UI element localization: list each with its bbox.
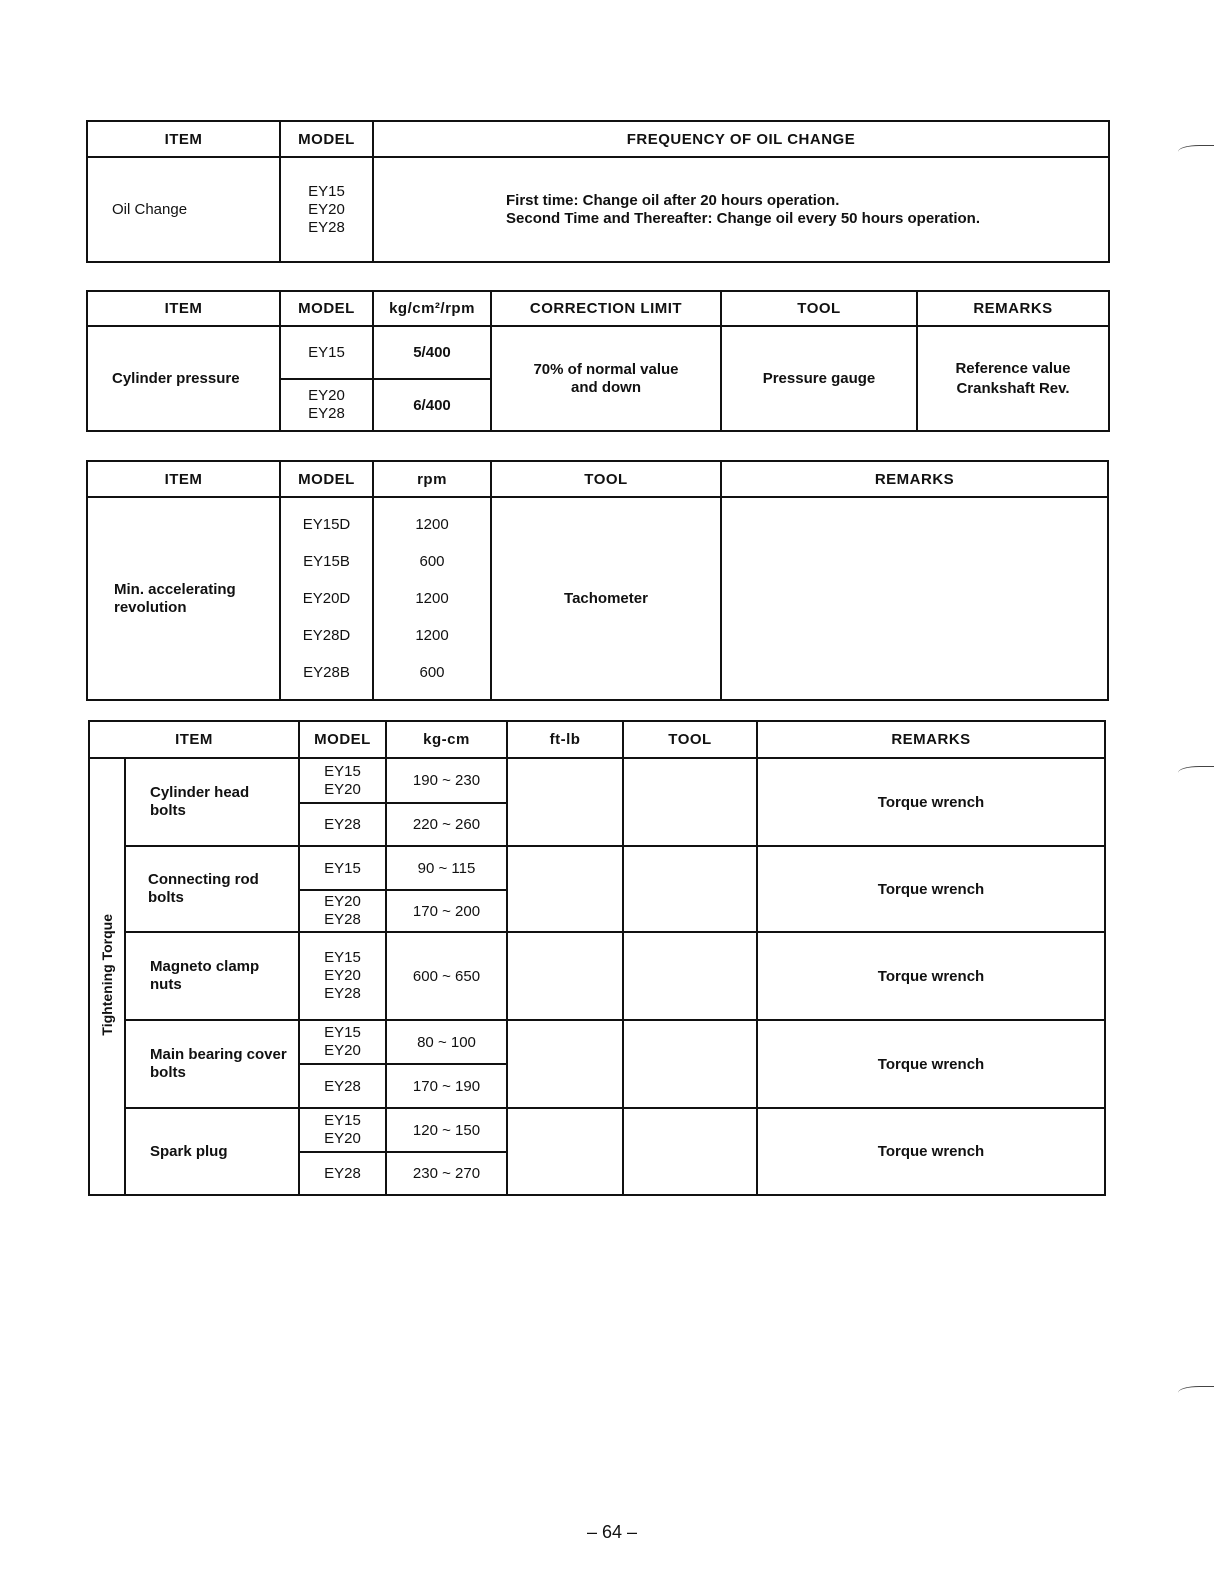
tightening-torque-label: Tightening Torque	[89, 758, 125, 1195]
torque-remarks: Torque wrench	[757, 1020, 1105, 1108]
page-number: – 64 –	[586, 1522, 638, 1542]
torque-remarks: Torque wrench	[757, 1108, 1105, 1195]
rpm-remarks	[721, 497, 1108, 700]
torque-model: EY15 EY20	[299, 758, 386, 803]
header-rpm: rpm	[373, 461, 491, 497]
header-model: MODEL	[280, 291, 373, 326]
header-remarks: REMARKS	[721, 461, 1108, 497]
rpm-value: 1200	[415, 516, 449, 533]
torque-model: EY28	[299, 1152, 386, 1195]
torque-item: Magneto clamp nuts	[125, 932, 299, 1020]
torque-remarks: Torque wrench	[757, 846, 1105, 932]
header-item: ITEM	[87, 291, 280, 326]
torque-ftlb	[507, 758, 623, 846]
header-remarks: REMARKS	[757, 721, 1105, 758]
rpm-value: 1200	[415, 590, 449, 607]
rpm-value: 600	[419, 553, 445, 570]
header-ftlb: ft-lb	[507, 721, 623, 758]
margin-mark	[1178, 766, 1214, 777]
torque-item: Connecting rod bolts	[125, 846, 299, 932]
pressure-model: EY20 EY28	[280, 379, 373, 431]
header-correction-limit: CORRECTION LIMIT	[491, 291, 721, 326]
torque-model: EY15 EY20	[299, 1108, 386, 1152]
rpm-model: EY28D	[302, 627, 351, 644]
torque-model: EY15 EY20 EY28	[299, 932, 386, 1020]
header-item: ITEM	[87, 121, 280, 157]
header-remarks: REMARKS	[917, 291, 1109, 326]
pressure-remarks: Reference value Crankshaft Rev.	[917, 326, 1109, 431]
torque-kgcm: 90 ~ 115	[386, 846, 507, 890]
header-model: MODEL	[280, 121, 373, 157]
torque-ftlb	[507, 1108, 623, 1195]
torque-kgcm: 170 ~ 200	[386, 890, 507, 932]
torque-kgcm: 120 ~ 150	[386, 1108, 507, 1152]
torque-kgcm: 220 ~ 260	[386, 803, 507, 846]
torque-tool	[623, 846, 757, 932]
rpm-item: Min. accelerating revolution	[87, 497, 280, 700]
min-accelerating-table	[86, 460, 1109, 701]
rpm-model: EY28B	[303, 664, 350, 681]
header-frequency: FREQUENCY OF OIL CHANGE	[373, 121, 1109, 157]
rpm-tool: Tachometer	[491, 497, 721, 700]
torque-tool	[623, 758, 757, 846]
header-kgcm: kg-cm	[386, 721, 507, 758]
oil-frequency: First time: Change oil after 20 hours operation. Second Time and Thereafter: Change oil every 50 hours operation.	[373, 157, 1109, 262]
header-item: ITEM	[87, 461, 280, 497]
torque-item: Spark plug	[125, 1108, 299, 1195]
torque-tool	[623, 932, 757, 1020]
torque-ftlb	[507, 846, 623, 932]
oil-models: EY15 EY20 EY28	[280, 157, 373, 262]
rpm-model: EY15D	[302, 516, 351, 533]
rpm-value: 1200	[415, 627, 449, 644]
correction-limit: 70% of normal value and down	[491, 326, 721, 431]
torque-model: EY15	[299, 846, 386, 890]
torque-kgcm: 190 ~ 230	[386, 758, 507, 803]
torque-kgcm: 230 ~ 270	[386, 1152, 507, 1195]
torque-kgcm: 600 ~ 650	[386, 932, 507, 1020]
cylinder-pressure-table	[86, 290, 1110, 432]
pressure-item: Cylinder pressure	[87, 326, 280, 431]
torque-tool	[623, 1020, 757, 1108]
header-tool: TOOL	[491, 461, 721, 497]
header-item: ITEM	[89, 721, 299, 758]
rpm-model: EY20D	[302, 590, 351, 607]
torque-remarks: Torque wrench	[757, 758, 1105, 846]
torque-model: EY20 EY28	[299, 890, 386, 932]
pressure-value: 5/400	[373, 326, 491, 379]
rpm-values	[373, 497, 491, 700]
torque-remarks: Torque wrench	[757, 932, 1105, 1020]
oil-item: Oil Change	[87, 157, 280, 262]
oil-change-table	[86, 120, 1110, 263]
header-model: MODEL	[299, 721, 386, 758]
torque-ftlb	[507, 932, 623, 1020]
header-model: MODEL	[280, 461, 373, 497]
header-tool: TOOL	[721, 291, 917, 326]
pressure-value: 6/400	[373, 379, 491, 431]
header-unit: kg/cm²/rpm	[373, 291, 491, 326]
margin-mark	[1178, 1386, 1214, 1397]
torque-model: EY15 EY20	[299, 1020, 386, 1064]
rpm-model: EY15B	[303, 553, 350, 570]
torque-model: EY28	[299, 1064, 386, 1108]
torque-ftlb	[507, 1020, 623, 1108]
pressure-tool: Pressure gauge	[721, 326, 917, 431]
torque-kgcm: 80 ~ 100	[386, 1020, 507, 1064]
rpm-models	[280, 497, 373, 700]
header-tool: TOOL	[623, 721, 757, 758]
margin-mark	[1178, 145, 1214, 156]
torque-kgcm: 170 ~ 190	[386, 1064, 507, 1108]
torque-item: Main bearing cover bolts	[125, 1020, 299, 1108]
rpm-value: 600	[419, 664, 445, 681]
torque-model: EY28	[299, 803, 386, 846]
torque-tool	[623, 1108, 757, 1195]
tightening-torque-table	[88, 720, 1106, 1196]
pressure-model: EY15	[280, 326, 373, 379]
torque-item: Cylinder head bolts	[125, 758, 299, 846]
